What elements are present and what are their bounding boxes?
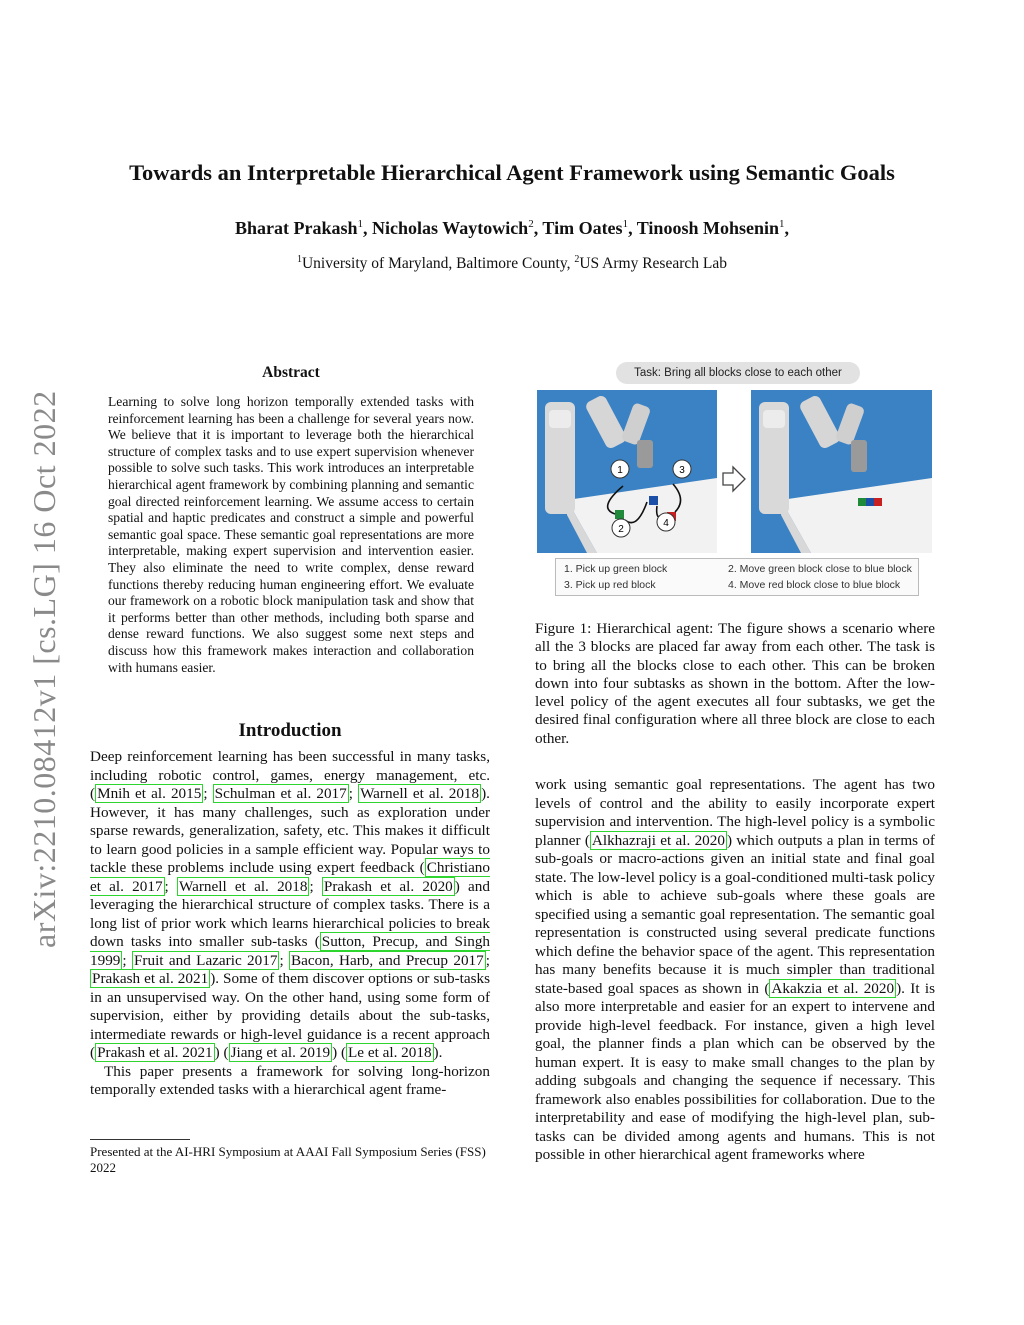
subtask-item: 2. Move green block close to blue block	[728, 563, 912, 575]
step-number: 3	[679, 465, 685, 476]
text: ). However, it has many challenges, such as exploration under sparse rewards, generalization, safety, etc. This makes it difficult to learn good policies in a sample efficient way. Popular ways to tackle these problems include using expert feedback (	[90, 785, 490, 876]
left-column-body	[90, 748, 490, 1100]
figure-1	[537, 358, 933, 598]
blue-block	[649, 496, 658, 505]
citation-link[interactable]: Prakash et al. 2021	[92, 970, 209, 987]
text: ;	[309, 877, 322, 895]
paragraph	[90, 748, 490, 1063]
citation-link[interactable]: Fruit and Lazaric 2017	[133, 951, 278, 969]
abstract-heading: Abstract	[262, 364, 320, 381]
citation-link[interactable]: Le et al. 2018	[348, 1044, 432, 1061]
citation-link[interactable]: Christiano et al. 2017	[90, 859, 490, 895]
subtask-item: 3. Pick up red block	[564, 579, 656, 591]
author-name: Nicholas Waytowich	[372, 218, 529, 238]
citation-link[interactable]: Sutton, Precup, and Singh 1999	[90, 933, 491, 969]
paragraph: This paper presents a framework for solving long-horizon temporally extended tasks with a hierarchical agent frame-	[90, 1062, 490, 1098]
text: ;	[164, 877, 177, 895]
citation-link[interactable]: Alkhazraji et al. 2020	[591, 831, 725, 849]
robot-scene-illustration	[537, 390, 933, 554]
text: ;	[279, 951, 290, 969]
citation-link[interactable]: Prakash et al. 2021	[97, 1044, 213, 1061]
introduction-heading: Introduction	[238, 720, 342, 741]
author-affil-mark: 1	[357, 218, 364, 230]
citation-link[interactable]: Jiang et al. 2019	[230, 1044, 331, 1061]
author-name: Bharat Prakash	[235, 218, 358, 238]
green-block	[615, 510, 624, 519]
text: ;	[485, 951, 490, 969]
text: ). Some of them discover options or sub-tasks in an unsupervised way. On the other hand, using some form of supervision, either by providing details about the sub-tasks, intermediate rewards or high-level guidance is a recent approach (	[90, 970, 491, 1061]
step-number: 1	[617, 465, 623, 476]
subtask-item: 4. Move red block close to blue block	[728, 579, 901, 591]
text: ;	[348, 785, 359, 802]
citation-link[interactable]: Schulman et al. 2017	[214, 785, 347, 802]
author-name: Tim Oates	[542, 218, 623, 238]
arxiv-identifier: arXiv:2210.08412v1 [cs.LG] 16 Oct 2022	[26, 390, 62, 948]
abstract-text: Learning to solve long horizon temporally extended tasks with reinforcement learning has been a challenge for several years now. We believe that it is important to leverage both the hierarchical structure of complex tasks and to use expert supervision whenever possible to solve such tasks. This work introduces an interpretable hierarchical agent framework by combining planning and semantic goal directed reinforcement learning. We assume access to certain spatial and haptic predicates and construct a simple and powerful semantic goal space. These semantic goal representations are more interpretable, making expert supervision and intervention easier. They also eliminate the need to write complex, dense reward functions thereby reducing human engineering effort. We evaluate our framework on a robotic block manipulation task and show that it performs better than other methods, including both sparse and dense reward functions. We also suggest some next steps and discuss how this framework makes interaction and collaboration with humans easier.	[108, 394, 474, 675]
footnote-rule	[90, 1139, 190, 1140]
task-label: Task: Bring all blocks close to each other	[616, 362, 860, 384]
affil-mark: 1	[296, 254, 302, 265]
affil-mark: 2	[574, 254, 580, 265]
affil-text: US Army Research Lab	[579, 255, 727, 273]
author-name: Tinoosh Mohsenin	[636, 218, 779, 238]
right-column-body	[535, 776, 935, 1165]
citation-link[interactable]: Prakash et al. 2020	[323, 877, 453, 895]
author-affil-mark: 2	[528, 218, 534, 230]
paper-title: Towards an Interpretable Hierarchical Agent Framework using Semantic Goals	[129, 160, 895, 185]
author-list: Bharat Prakash$^1$, Nicholas Waytowich$^2$, Tim Oates$^1$, Tinoosh Mohsenin$^1$,	[235, 218, 789, 238]
text: work using semantic goal representations. The agent has two levels of control and the ability to easily incorporate expert supervision and intervention. The high-level policy is a symbolic planner (	[535, 776, 935, 849]
text: ) (	[214, 1044, 229, 1061]
citation-link[interactable]: Akakzia et al. 2020	[771, 979, 895, 997]
text: ) and leveraging the hierarchical structure of complex tasks. There is a long list of prior work which learns hierarchical policies to break down tasks into smaller sub-tasks (	[90, 877, 490, 950]
step-number: 4	[663, 518, 669, 529]
footnote: Presented at the AI-HRI Symposium at AAAI Fall Symposium Series (FSS) 2022	[90, 1144, 486, 1175]
author-affil-mark: 1	[778, 218, 785, 230]
transition-arrow-icon	[723, 467, 745, 491]
author-affil-mark: 1	[622, 218, 629, 230]
figure-caption: Figure 1: Hierarchical agent: The figure shows a scenario where all the 3 blocks are placed far away from each other. The task is to bring all the blocks close to each other. This can be broken down into four subtasks as shown in the bottom. After the low-level policy of the agent executes all four subtasks, we get the desired final configuration where all three block are close to each other.	[535, 620, 935, 747]
robot-gripper	[637, 440, 653, 468]
citation-link[interactable]: Warnell et al. 2018	[360, 785, 480, 802]
step-number: 2	[618, 524, 624, 535]
citation-link[interactable]: Bacon, Harb, and Precup 2017	[291, 951, 484, 969]
citation-link[interactable]: Mnih et al. 2015	[97, 785, 202, 802]
subtask-item: 1. Pick up green block	[564, 563, 668, 575]
text: ;	[122, 951, 132, 969]
text: ;	[203, 785, 213, 802]
text: ) which outputs a plan in terms of sub-goals or macro-actions given an initial state and final goal state. The low-level policy is a goal-conditioned multi-task policy which is able to achieve sub-goals where these goals are specified using a semantic goal representation. The semantic goal representation is constructed using several predicate functions which define the behavior space of the agent. This representation has many benefits because it is much simpler than traditional state-based goal spaces as shown in (	[535, 831, 935, 997]
text: ) (	[332, 1044, 347, 1061]
text: ). It is also more interpretable and easier for an expert to intervene and provide high-level feedback. For instance, given a high level goal, the planner finds a plan which can be observed by the human expert. It is easy to make small changes to the plan by adding subgoals and changing the sequence if necessary. This framework also enables possibilities for collaboration. Due to the interpretability and ease of modifying the high-level plan, sub-tasks can be divided among agents and humans. This is not possible in other hierarchical agent frameworks where	[535, 979, 935, 1163]
paragraph	[535, 776, 935, 1165]
affil-text: University of Maryland, Baltimore County,	[301, 255, 575, 273]
subtask-legend	[555, 558, 919, 596]
text: ).	[433, 1044, 443, 1061]
text: Deep reinforcement learning has been successful in many tasks, including robotic control, games, energy management, etc. (	[90, 748, 490, 802]
affiliations	[0, 254, 1024, 273]
citation-link[interactable]: Warnell et al. 2018	[179, 877, 308, 895]
